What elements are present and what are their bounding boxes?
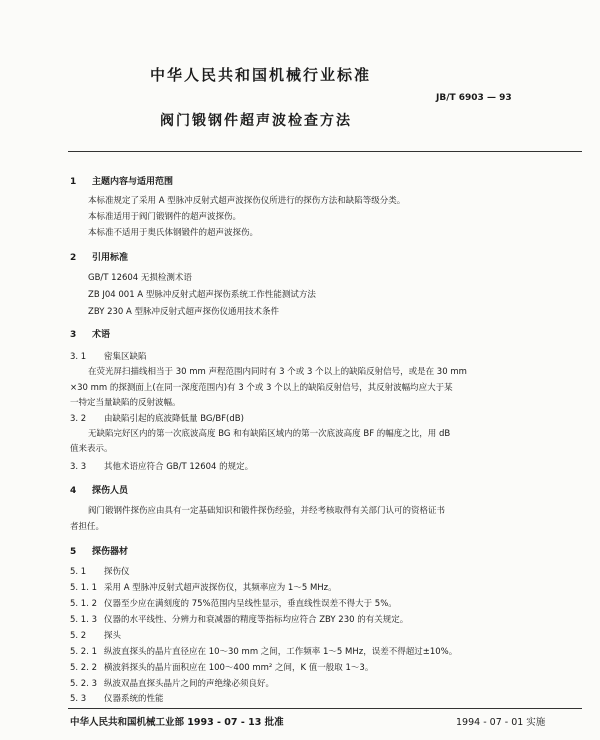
standard-code: JB/T 6903 — 93 [436,93,512,103]
term-3-2-line-1: 无缺陷完好区内的第一次底波高度 BG 和有缺陷区域内的第一次底波高度 BF 的幅度之比，用 dB [88,429,451,439]
document-title: 阀门锻钢件超声波检查方法 [160,113,352,129]
standard-category-title: 中华人民共和国机械行业标准 [150,66,372,84]
reference-standard-1: GB/T 12604 无损检测术语 [88,273,192,283]
section-4-line-2: 者担任。 [70,522,105,532]
clause-5-2: 5. 2 探头 [70,631,122,641]
term-3-1-line-2: ×30 mm 的探测面上(在同一深度范围内)有 3 个或 3 个以上的缺陷反射信号，其反射波幅均应大于某 [70,383,453,393]
term-3-1-line-3: 一特定当量缺陷的反射波幅。 [70,398,181,408]
clause-5-2-1: 5. 2. 1 纵波直探头的晶片直径应在 10～30 mm 之间，工作频率 1～5 MHz，误差不得超过±10%。 [70,647,458,657]
section-3-heading: 3 术语 [70,330,111,340]
clause-5-1-3: 5. 1. 3 仪器的水平线性、分辨力和衰减器的精度等指标均应符合 ZBY 230 的有关规定。 [70,615,409,625]
term-3-2-heading: 3. 2 由缺陷引起的底波降低量 BG/BF(dB) [70,414,244,424]
section-5-heading: 5 探伤器材 [70,547,129,557]
clause-5-1: 5. 1 探伤仪 [70,567,130,577]
clause-5-3: 5. 3 仪器系统的性能 [70,694,164,704]
section-1-heading: 1 主题内容与适用范围 [70,177,174,187]
section-1-paragraph-2: 本标准适用于阀门锻钢件的超声波探伤。 [88,212,242,222]
term-3-1-heading: 3. 1 密集区缺陷 [70,352,147,362]
reference-standard-2: ZB J04 001 A 型脉冲反射式超声探伤系统工作性能测试方法 [88,290,316,300]
clause-5-1-1: 5. 1. 1 采用 A 型脉冲反射式超声波探伤仪，其频率应为 1～5 MHz。 [70,583,337,593]
footer-divider [68,708,582,709]
reference-standard-3: ZBY 230 A 型脉冲反射式超声探伤仪通用技术条件 [88,307,280,317]
approval-line: 中华人民共和国机械工业部 1993 - 07 - 13 批准 [70,717,284,728]
section-4-heading: 4 探伤人员 [70,486,129,496]
clause-5-1-2: 5. 1. 2 仪器至少应在满刻度的 75%范围内呈线性显示，垂直线性误差不得大于 5%。 [70,599,397,609]
clause-5-2-2: 5. 2. 2 横波斜探头的晶片面积应在 100～400 mm² 之间，K 值一般取 1～3。 [70,663,374,673]
term-3-2-line-2: 值来表示。 [70,444,113,454]
header-divider [68,151,582,152]
section-2-heading: 2 引用标准 [70,253,129,263]
term-3-3: 3. 3 其他术语应符合 GB/T 12604 的规定。 [70,462,254,472]
section-1-paragraph-1: 本标准规定了采用 A 型脉冲反射式超声波探伤仪所进行的探伤方法和缺陷等级分类。 [88,196,406,206]
section-1-paragraph-3: 本标准不适用于奥氏体钢锻件的超声波探伤。 [88,228,259,238]
term-3-1-line-1: 在荧光屏扫描线相当于 30 mm 声程范围内同时有 3 个或 3 个以上的缺陷反射信号，或是在 30 mm [88,367,467,377]
clause-5-2-3: 5. 2. 3 纵波双晶直探头晶片之间的声绝缘必须良好。 [70,679,275,689]
section-4-line-1: 阀门锻钢件探伤应由具有一定基础知识和锻件探伤经验，并经考核取得有关部门认可的资格证书 [88,506,446,516]
effective-date: 1994 - 07 - 01 实施 [456,717,546,728]
